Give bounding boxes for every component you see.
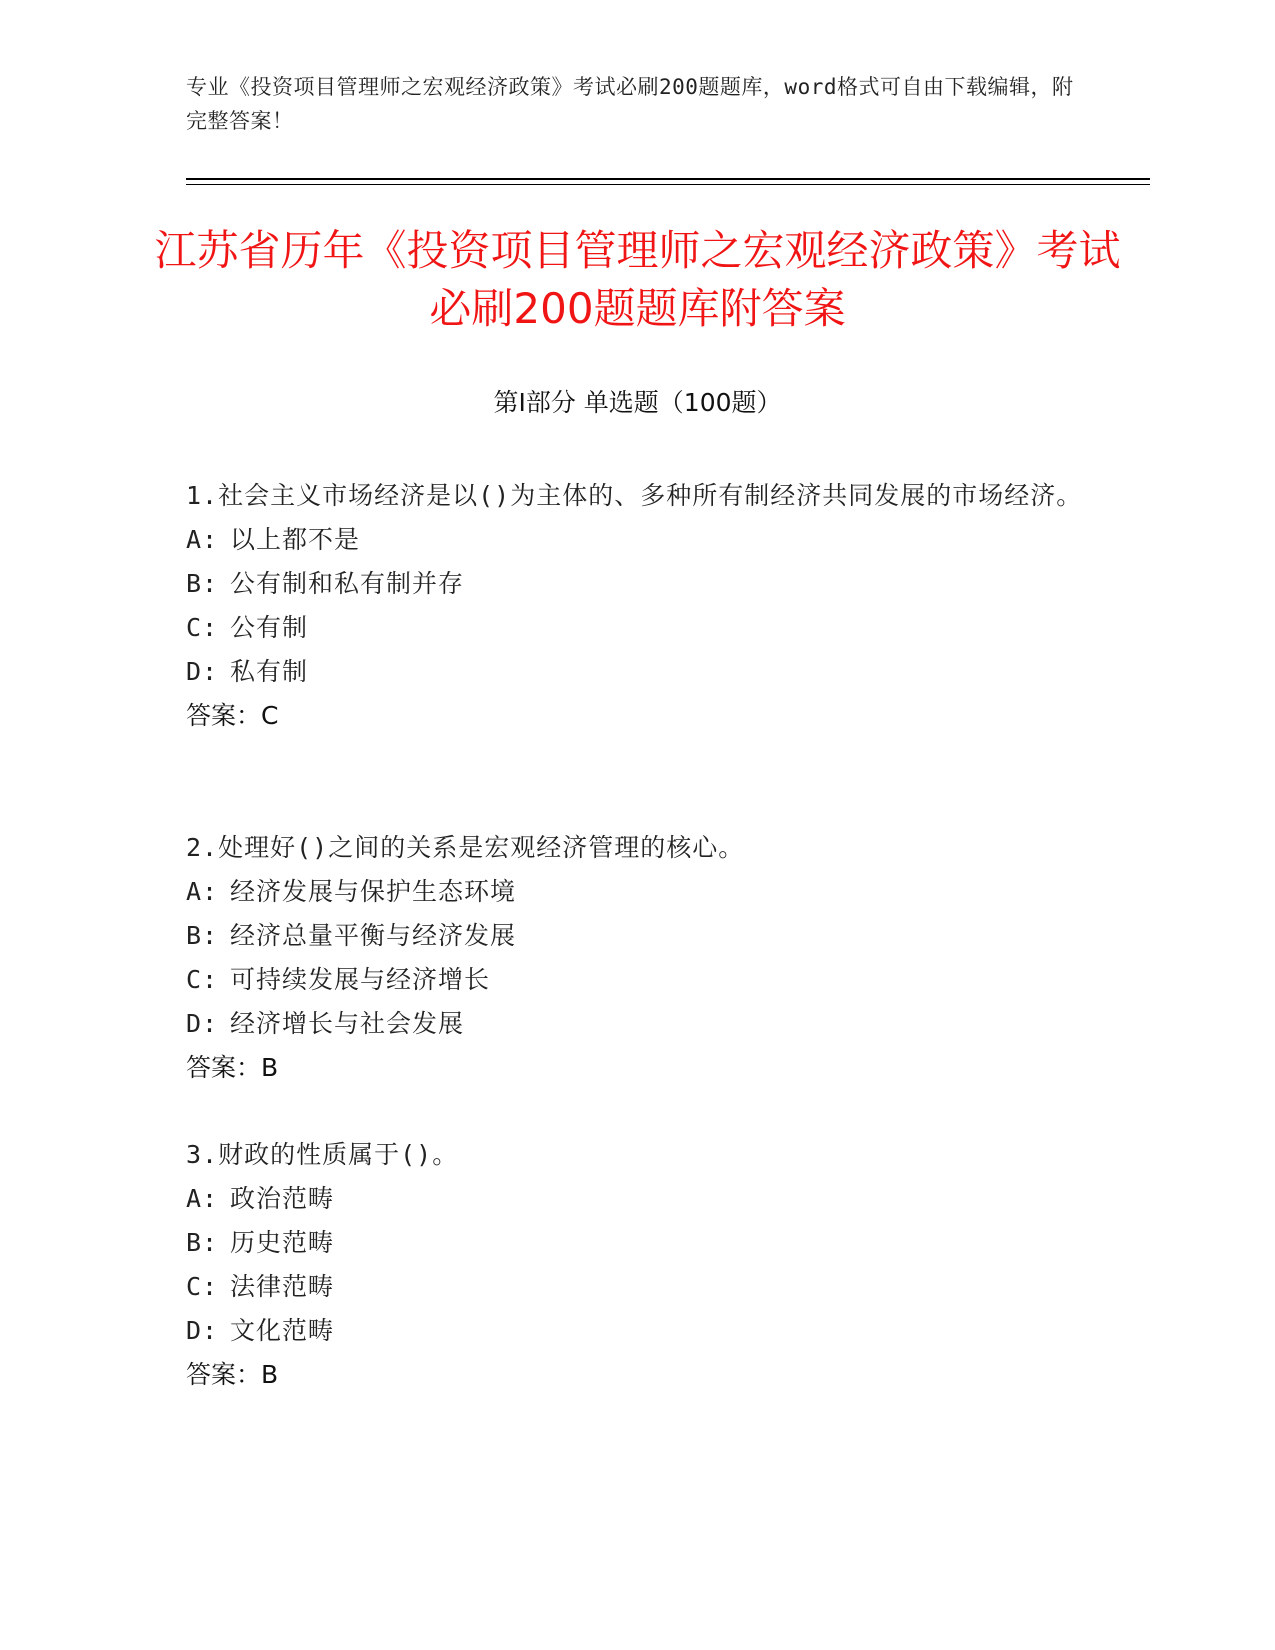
option-text: 经济总量平衡与经济发展 <box>230 921 517 950</box>
option-c <box>186 606 1086 650</box>
option-letter: B: <box>186 569 219 598</box>
option-letter: D: <box>186 1009 219 1038</box>
question-block <box>186 474 1086 738</box>
option-d <box>186 650 1086 694</box>
option-b <box>186 1221 1086 1265</box>
option-a <box>186 870 1086 914</box>
option-letter: A: <box>186 1184 219 1213</box>
question-stem: 3.财政的性质属于()。 <box>186 1140 459 1169</box>
option-text: 私有制 <box>230 657 309 686</box>
option-text: 历史范畴 <box>230 1228 335 1257</box>
question-block <box>186 826 1086 1090</box>
option-text: 经济增长与社会发展 <box>230 1009 465 1038</box>
option-letter: B: <box>186 1228 219 1257</box>
option-d <box>186 1002 1086 1046</box>
option-b <box>186 562 1086 606</box>
option-d <box>186 1309 1086 1353</box>
option-letter: C: <box>186 613 219 642</box>
option-text: 经济发展与保护生态环境 <box>230 877 517 906</box>
option-b <box>186 914 1086 958</box>
option-letter: C: <box>186 965 219 994</box>
option-c <box>186 1265 1086 1309</box>
question-block <box>186 1133 1086 1397</box>
document-title: 江苏省历年《投资项目管理师之宏观经济政策》考试必刷200题题库附答案 <box>154 226 1121 333</box>
option-text: 文化范畴 <box>230 1316 335 1345</box>
option-text: 公有制 <box>230 613 309 642</box>
section-heading: 第Ⅰ部分 单选题（100题） <box>493 388 782 417</box>
header-divider-thin <box>186 184 1150 185</box>
option-letter: D: <box>186 657 219 686</box>
option-a <box>186 1177 1086 1221</box>
header-divider-thick <box>186 178 1150 180</box>
option-c <box>186 958 1086 1002</box>
question-stem: 2.处理好()之间的关系是宏观经济管理的核心。 <box>186 833 745 862</box>
header-note: 专业《投资项目管理师之宏观经济政策》考试必刷200题题库，word格式可自由下载编辑，附完整答案！ <box>186 75 1074 133</box>
option-letter: A: <box>186 525 219 554</box>
option-text: 可持续发展与经济增长 <box>230 965 491 994</box>
question-stem: 1.社会主义市场经济是以()为主体的、多种所有制经济共同发展的市场经济。 <box>186 481 1083 510</box>
option-letter: A: <box>186 877 219 906</box>
answer-line: 答案：B <box>186 1360 279 1389</box>
option-text: 公有制和私有制并存 <box>230 569 465 598</box>
option-text: 政治范畴 <box>230 1184 335 1213</box>
option-letter: C: <box>186 1272 219 1301</box>
option-text: 以上都不是 <box>230 525 361 554</box>
option-a <box>186 518 1086 562</box>
option-letter: D: <box>186 1316 219 1345</box>
option-text: 法律范畴 <box>230 1272 335 1301</box>
option-letter: B: <box>186 921 219 950</box>
answer-line: 答案：C <box>186 701 279 730</box>
answer-line: 答案：B <box>186 1053 279 1082</box>
